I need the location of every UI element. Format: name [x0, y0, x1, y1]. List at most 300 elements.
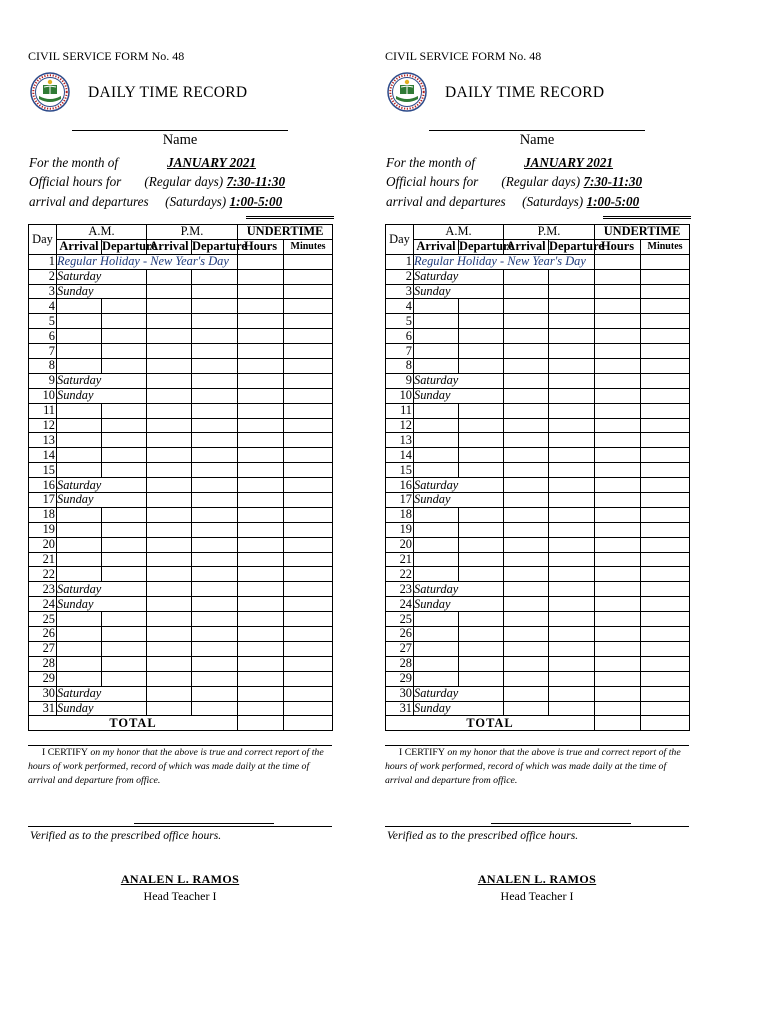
time-cell [641, 627, 690, 642]
day-row [29, 656, 333, 671]
time-cell [595, 507, 641, 522]
day-row [29, 344, 333, 359]
time-cell [459, 641, 504, 656]
time-cell [192, 552, 238, 567]
time-cell [238, 463, 284, 478]
divider [603, 218, 691, 219]
time-cell [147, 373, 192, 388]
time-cell [284, 448, 333, 463]
time-cell [595, 418, 641, 433]
time-cell [504, 269, 549, 284]
time-cell [147, 359, 192, 374]
day-row [29, 597, 333, 612]
day-number: 3 [386, 284, 414, 299]
total-row [29, 716, 333, 731]
day-number: 27 [386, 641, 414, 656]
deped-seal-icon [387, 72, 427, 112]
day-number: 15 [29, 463, 57, 478]
day-number: 10 [29, 388, 57, 403]
time-cell [504, 388, 549, 403]
am-header: A.M. [57, 225, 147, 240]
day-number: 13 [386, 433, 414, 448]
pm-header: P.M. [147, 225, 238, 240]
time-cell [549, 552, 595, 567]
time-cell [57, 522, 102, 537]
day-number: 1 [29, 254, 57, 269]
day-note: Sunday [414, 597, 504, 612]
time-cell [147, 567, 192, 582]
time-cell [504, 641, 549, 656]
employee-signature-line [134, 823, 274, 824]
time-cell [102, 552, 147, 567]
time-cell [192, 612, 238, 627]
time-cell [147, 388, 192, 403]
time-cell [549, 612, 595, 627]
day-number: 2 [29, 269, 57, 284]
day-row [29, 686, 333, 701]
regular-days-hours: 7:30-11:30 [226, 174, 286, 189]
day-row [386, 507, 690, 522]
time-cell [641, 433, 690, 448]
day-row [386, 359, 690, 374]
pm-arrival-header: Arrival [147, 239, 192, 254]
day-row [29, 329, 333, 344]
day-number: 22 [386, 567, 414, 582]
time-cell [238, 537, 284, 552]
time-cell [284, 671, 333, 686]
time-cell [57, 641, 102, 656]
undertime-cell [284, 254, 333, 269]
time-cell [192, 537, 238, 552]
day-row [29, 284, 333, 299]
time-cell [549, 284, 595, 299]
undertime-cell [641, 254, 690, 269]
day-number: 20 [29, 537, 57, 552]
time-cell [414, 299, 459, 314]
time-cell [192, 314, 238, 329]
month-row [386, 155, 614, 171]
time-cell [102, 448, 147, 463]
time-cell [549, 656, 595, 671]
time-cell [102, 329, 147, 344]
day-number: 6 [29, 329, 57, 344]
day-row [29, 641, 333, 656]
time-cell [147, 701, 192, 716]
time-cell [192, 627, 238, 642]
time-cell [102, 433, 147, 448]
time-cell [595, 388, 641, 403]
day-number: 14 [386, 448, 414, 463]
time-cell [238, 344, 284, 359]
time-cell [549, 314, 595, 329]
hours-header: Hours [238, 239, 284, 254]
time-cell [102, 359, 147, 374]
time-cell [504, 552, 549, 567]
time-cell [641, 522, 690, 537]
day-row [29, 507, 333, 522]
divider [246, 218, 334, 219]
time-cell [192, 299, 238, 314]
time-cell [549, 359, 595, 374]
official-hours-label: Official hours for [386, 174, 479, 189]
time-cell [102, 314, 147, 329]
time-cell [284, 552, 333, 567]
time-cell [595, 284, 641, 299]
time-cell [192, 671, 238, 686]
time-cell [284, 403, 333, 418]
day-number: 29 [386, 671, 414, 686]
time-cell [459, 507, 504, 522]
time-cell [641, 269, 690, 284]
day-number: 31 [29, 701, 57, 716]
time-cell [238, 522, 284, 537]
time-cell [238, 373, 284, 388]
day-number: 1 [386, 254, 414, 269]
day-note: Saturday [414, 686, 504, 701]
day-note: Saturday [414, 582, 504, 597]
saturdays-label: (Saturdays) [165, 194, 227, 209]
day-number: 8 [29, 359, 57, 374]
time-cell [595, 567, 641, 582]
undertime-cell [238, 254, 284, 269]
time-cell [192, 403, 238, 418]
time-cell [504, 284, 549, 299]
saturdays-hours: 1:00-5:00 [586, 194, 640, 209]
month-value: JANUARY 2021 [167, 155, 257, 170]
day-number: 5 [29, 314, 57, 329]
certification-text [385, 745, 689, 788]
day-note: Sunday [414, 493, 504, 508]
time-cell [238, 686, 284, 701]
day-row [29, 612, 333, 627]
day-row [29, 478, 333, 493]
day-row [386, 641, 690, 656]
time-cell [641, 671, 690, 686]
time-cell [192, 507, 238, 522]
time-cell [102, 627, 147, 642]
day-row [29, 701, 333, 716]
time-cell [549, 686, 595, 701]
day-note: Saturday [414, 373, 504, 388]
time-cell [284, 418, 333, 433]
time-cell [459, 656, 504, 671]
time-cell [238, 299, 284, 314]
time-cell [504, 463, 549, 478]
day-row [386, 493, 690, 508]
time-cell [147, 686, 192, 701]
day-number: 7 [29, 344, 57, 359]
day-row [29, 418, 333, 433]
certify-body: on my honor that the above is true and correct report of the hours of work performed, record of which was made daily at the time of arrival and departure from office. [28, 747, 324, 786]
day-number: 31 [386, 701, 414, 716]
holiday-note: Regular Holiday - New Year's Day [414, 254, 595, 269]
day-row [386, 314, 690, 329]
day-row [386, 671, 690, 686]
day-number: 12 [29, 418, 57, 433]
time-cell [549, 299, 595, 314]
time-cell [284, 299, 333, 314]
day-number: 23 [386, 582, 414, 597]
regular-days-label: (Regular days) [144, 174, 224, 189]
day-number: 6 [386, 329, 414, 344]
time-cell [504, 478, 549, 493]
time-cell [595, 493, 641, 508]
time-cell [57, 671, 102, 686]
day-number: 9 [386, 373, 414, 388]
official-hours-row [386, 174, 642, 190]
time-cell [284, 269, 333, 284]
time-cell [641, 597, 690, 612]
time-cell [192, 522, 238, 537]
time-cell [504, 656, 549, 671]
time-cell [641, 537, 690, 552]
day-number: 17 [386, 493, 414, 508]
time-cell [238, 671, 284, 686]
day-number: 13 [29, 433, 57, 448]
time-cell [414, 522, 459, 537]
time-cell [192, 686, 238, 701]
time-cell [414, 329, 459, 344]
day-row [29, 552, 333, 567]
time-cell [549, 448, 595, 463]
time-cell [504, 522, 549, 537]
time-cell [459, 463, 504, 478]
time-cell [504, 433, 549, 448]
total-label: TOTAL [386, 716, 595, 731]
time-cell [147, 627, 192, 642]
certify-lead: I CERTIFY [42, 747, 88, 758]
form-number: CIVIL SERVICE FORM No. 48 [385, 49, 542, 63]
day-number: 30 [29, 686, 57, 701]
time-cell [102, 507, 147, 522]
time-cell [238, 493, 284, 508]
divider [603, 216, 691, 217]
time-cell [57, 314, 102, 329]
time-cell [549, 671, 595, 686]
time-cell [641, 582, 690, 597]
time-cell [414, 671, 459, 686]
form-number: CIVIL SERVICE FORM No. 48 [28, 49, 185, 63]
day-number: 22 [29, 567, 57, 582]
time-cell [238, 359, 284, 374]
day-note: Sunday [414, 701, 504, 716]
holiday-note: Regular Holiday - New Year's Day [57, 254, 238, 269]
time-cell [238, 433, 284, 448]
time-cell [641, 507, 690, 522]
time-cell [284, 463, 333, 478]
total-cell [641, 716, 690, 731]
time-cell [284, 582, 333, 597]
time-cell [504, 448, 549, 463]
time-cell [459, 344, 504, 359]
time-cell [641, 478, 690, 493]
time-cell [102, 567, 147, 582]
time-cell [414, 507, 459, 522]
time-cell [284, 373, 333, 388]
day-row [386, 254, 690, 269]
time-cell [57, 612, 102, 627]
name-signature-line [72, 130, 288, 131]
day-note: Saturday [57, 686, 147, 701]
time-cell [504, 671, 549, 686]
day-number: 8 [386, 359, 414, 374]
time-cell [284, 641, 333, 656]
time-cell [595, 582, 641, 597]
time-cell [504, 507, 549, 522]
time-cell [57, 537, 102, 552]
day-note: Saturday [414, 269, 504, 284]
time-cell [459, 567, 504, 582]
time-cell [238, 269, 284, 284]
day-row [386, 448, 690, 463]
time-cell [192, 701, 238, 716]
time-cell [192, 433, 238, 448]
day-number: 21 [29, 552, 57, 567]
time-cell [504, 373, 549, 388]
time-cell [459, 314, 504, 329]
regular-days-hours: 7:30-11:30 [583, 174, 643, 189]
total-cell [595, 716, 641, 731]
undertime-header: UNDERTIME [238, 225, 333, 240]
day-number: 17 [29, 493, 57, 508]
time-cell [641, 448, 690, 463]
day-row [29, 537, 333, 552]
time-cell [504, 612, 549, 627]
time-cell [641, 463, 690, 478]
day-number: 26 [29, 627, 57, 642]
official-hours-label: Official hours for [29, 174, 122, 189]
time-cell [147, 656, 192, 671]
day-number: 23 [29, 582, 57, 597]
time-cell [549, 582, 595, 597]
time-cell [102, 418, 147, 433]
minutes-header: Minutes [284, 239, 333, 254]
divider [246, 216, 334, 217]
day-row [29, 403, 333, 418]
time-cell [284, 344, 333, 359]
time-cell [284, 597, 333, 612]
time-cell [641, 359, 690, 374]
time-cell [102, 537, 147, 552]
time-cell [102, 403, 147, 418]
day-number: 25 [386, 612, 414, 627]
time-cell [284, 284, 333, 299]
verified-text: Verified as to the prescribed office hours. [30, 829, 222, 842]
time-cell [102, 463, 147, 478]
day-number: 27 [29, 641, 57, 656]
time-cell [595, 627, 641, 642]
day-row [386, 418, 690, 433]
time-cell [504, 627, 549, 642]
time-cell [595, 522, 641, 537]
time-cell [549, 597, 595, 612]
time-cell [504, 537, 549, 552]
signer-name: ANALEN L. RAMOS [477, 872, 597, 886]
time-cell [238, 448, 284, 463]
time-cell [504, 701, 549, 716]
total-cell [284, 716, 333, 731]
time-cell [504, 359, 549, 374]
time-cell [147, 552, 192, 567]
time-cell [284, 507, 333, 522]
day-number: 28 [386, 656, 414, 671]
regular-days-label: (Regular days) [501, 174, 581, 189]
day-number: 7 [386, 344, 414, 359]
time-cell [238, 478, 284, 493]
time-cell [147, 299, 192, 314]
day-number: 11 [29, 403, 57, 418]
time-cell [414, 463, 459, 478]
time-cell [238, 582, 284, 597]
time-cell [549, 433, 595, 448]
day-number: 19 [386, 522, 414, 537]
am-header: A.M. [414, 225, 504, 240]
time-cell [147, 478, 192, 493]
day-number: 15 [386, 463, 414, 478]
time-cell [641, 701, 690, 716]
day-row [29, 373, 333, 388]
time-cell [414, 567, 459, 582]
time-cell [147, 284, 192, 299]
day-number: 14 [29, 448, 57, 463]
time-cell [238, 701, 284, 716]
time-cell [549, 269, 595, 284]
time-cell [147, 612, 192, 627]
certify-lead: I CERTIFY [399, 747, 445, 758]
time-cell [102, 656, 147, 671]
time-cell [641, 418, 690, 433]
time-cell [595, 344, 641, 359]
day-row [386, 388, 690, 403]
time-cell [147, 507, 192, 522]
time-cell [504, 567, 549, 582]
time-cell [504, 418, 549, 433]
time-cell [192, 463, 238, 478]
time-cell [549, 701, 595, 716]
am-departure-header: Departure [459, 239, 514, 254]
day-note: Sunday [57, 493, 147, 508]
day-row [386, 522, 690, 537]
time-cell [595, 641, 641, 656]
form-title: DAILY TIME RECORD [88, 84, 248, 101]
time-cell [147, 314, 192, 329]
day-number: 20 [386, 537, 414, 552]
name-label: Name [519, 132, 555, 148]
time-cell [57, 329, 102, 344]
time-cell [284, 701, 333, 716]
time-cell [549, 344, 595, 359]
time-cell [459, 299, 504, 314]
day-note: Sunday [414, 284, 504, 299]
time-cell [192, 344, 238, 359]
day-row [29, 582, 333, 597]
time-cell [504, 299, 549, 314]
time-cell [284, 493, 333, 508]
am-departure-header: Departure [102, 239, 157, 254]
time-cell [549, 373, 595, 388]
day-number: 2 [386, 269, 414, 284]
signer-position: Head Teacher I [143, 889, 217, 903]
time-cell [238, 627, 284, 642]
time-cell [595, 463, 641, 478]
time-cell [549, 641, 595, 656]
day-row [386, 269, 690, 284]
day-row [386, 686, 690, 701]
time-cell [57, 359, 102, 374]
time-cell [284, 314, 333, 329]
time-cell [504, 329, 549, 344]
time-cell [641, 567, 690, 582]
